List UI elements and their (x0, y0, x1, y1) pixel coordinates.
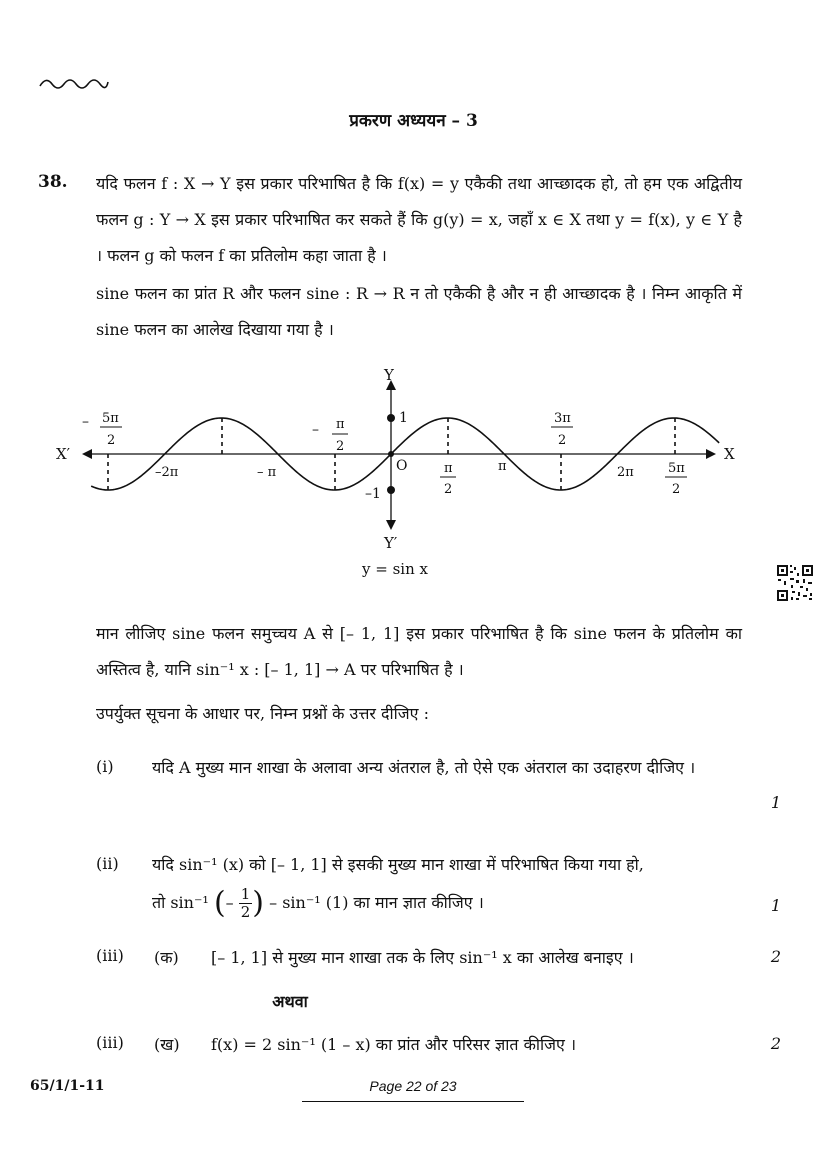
question-number: 38. (38, 172, 68, 192)
intro-paragraph-3: मान लीजिए sine फलन समुच्चय A से [– 1, 1] इस प्रकार परिभाषित है कि sine फलन के प्रतिलोम का अस्तित्व है, यानि sin⁻¹ x : [– 1, 1] → A पर परिभाषित है । (96, 624, 742, 679)
footer-underline (302, 1101, 524, 1102)
frac-minus-5pi2-sign: – (82, 414, 89, 430)
axis-label-y: Y (384, 366, 394, 384)
frac-pi2-num: π (444, 461, 453, 476)
subquestion-ii-line1: यदि sin⁻¹ (x) को [– 1, 1] से इसकी मुख्य मान शाखा में परिभाषित किया गया हो, (152, 855, 644, 874)
frac-minus-pi2-num: π (336, 417, 345, 432)
frac-minus-5pi2-num: 5π (102, 411, 119, 426)
graph-caption: y = sin x (362, 560, 428, 578)
tick-label-2pi: 2π (617, 465, 634, 480)
marks-iii-a: 2 (770, 947, 781, 966)
point-y-1 (387, 414, 395, 422)
subquestion-option-ka: (क) (154, 948, 179, 967)
frac-5pi2-den: 2 (672, 482, 681, 497)
intro-paragraph-4: उपर्युक्त सूचना के आधार पर, निम्न प्रश्नों के उत्तर दीजिए : (96, 704, 429, 723)
frac-pi2-den: 2 (444, 482, 453, 497)
intro-paragraph-1: यदि फलन f : X → Y इस प्रकार परिभाषित है कि f(x) = y एकैकी तथा आच्छादक हो, तो हम एक अद्वितीय फलन g : Y → X इस प्रकार परिभाषित कर सकते हैं कि g(y) = x, जहाँ x ∈ X तथा y = f(x), y ∈ Y है । फलन g को फलन f का प्रतिलोम कहा जाता है । (96, 174, 743, 265)
frac-5pi2-num: 5π (668, 461, 685, 476)
tick-label-pi: π (498, 459, 507, 474)
subquestion-text-iii-a: [– 1, 1] से मुख्य मान शाखा तक के लिए sin⁻¹ x का आलेख बनाइए । (211, 948, 634, 967)
axis-label-x: X (724, 445, 735, 463)
sine-graph (52, 362, 752, 557)
marks-ii: 1 (770, 896, 781, 915)
subquestion-option-kha: (ख) (154, 1035, 180, 1054)
subquestion-label-i: (i) (96, 757, 114, 776)
axis-label-x-neg: X′ (56, 445, 71, 463)
subquestion-ii-line2 (152, 885, 744, 922)
subquestion-label-iii-b: (iii) (96, 1033, 124, 1052)
subquestion-text-i: यदि A मुख्य मान शाखा के अलावा अन्य अंतराल है, तो ऐसे एक अंतराल का उदाहरण दीजिए । (152, 758, 696, 777)
qr-code-icon (776, 564, 814, 602)
tick-label-minus-pi: – π (257, 465, 277, 480)
or-label: अथवा (272, 992, 308, 1011)
subquestion-text-ii (152, 847, 744, 922)
right-paren: ) (252, 885, 265, 921)
decorative-squiggle (38, 74, 110, 94)
tick-label-minus-2pi: –2π (155, 465, 179, 480)
frac-minus-pi2-sign: – (312, 422, 319, 438)
fraction-denominator: 2 (240, 903, 251, 921)
point-origin (388, 451, 394, 457)
case-study-title: प्रकरण अध्ययन – 3 (349, 111, 478, 131)
fraction-numerator: 1 (240, 885, 251, 903)
y-axis-arrow-down (386, 520, 396, 530)
left-paren: ( (213, 885, 226, 921)
paper-code: 65/1/1-11 (30, 1078, 105, 1094)
point-y-minus-1 (387, 486, 395, 494)
marks-iii-b: 2 (770, 1034, 781, 1053)
subquestion-label-iii-a: (iii) (96, 946, 124, 965)
marks-i: 1 (770, 793, 781, 812)
subquestion-ii-post: – sin⁻¹ (1) का मान ज्ञात कीजिए । (269, 893, 484, 912)
fraction-one-half (239, 886, 253, 921)
label-minus-one: –1 (365, 486, 381, 502)
subquestion-text-iii-b: f(x) = 2 sin⁻¹ (1 – x) का प्रांत और परिसर ज्ञात कीजिए । (211, 1035, 577, 1054)
axis-label-y-neg: Y′ (384, 534, 398, 552)
x-axis-arrow-right (706, 449, 716, 459)
page-number: Page 22 of 23 (369, 1078, 457, 1094)
frac-sign: – (225, 893, 234, 912)
intro-paragraph-2: sine फलन का प्रांत R और फलन sine : R → R न तो एकैकी है और न ही आच्छादक है । निम्न आकृति में sine फलन का आलेख दिखाया गया है । (96, 284, 742, 339)
label-one: 1 (399, 410, 408, 426)
subquestion-ii-pre: तो sin⁻¹ (152, 893, 209, 912)
origin-label: O (396, 458, 408, 474)
frac-3pi2-num: 3π (554, 411, 571, 426)
frac-minus-pi2-den: 2 (336, 439, 345, 454)
x-axis-arrow-left (82, 449, 92, 459)
frac-minus-5pi2-den: 2 (107, 433, 116, 448)
frac-3pi2-den: 2 (558, 433, 567, 448)
subquestion-label-ii: (ii) (96, 854, 119, 873)
